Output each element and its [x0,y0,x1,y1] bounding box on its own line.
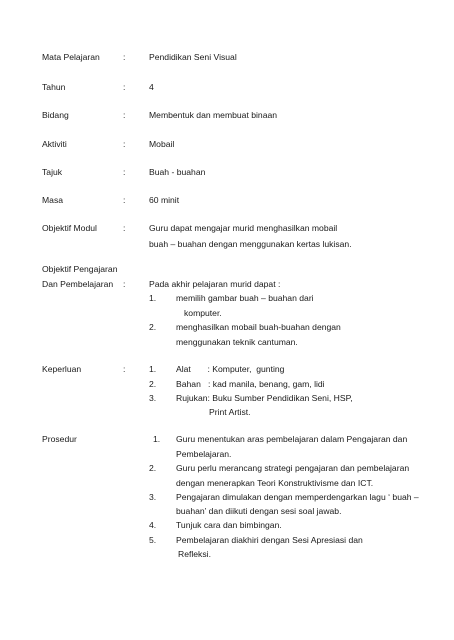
activity-value: Mobail [149,139,175,149]
list-item-text: buahan’ dan diikuti dengan sesi soal jawab. [176,506,342,516]
list-item-text: Rujukan: Buku Sumber Pendidikan Seni, HSP, [176,393,353,403]
duration-colon: : [123,195,126,205]
module-objective-line: buah – buahan dengan menggunakan kertas lukisan. [149,239,352,249]
list-number: 3. [149,393,157,403]
learning-objective-label: Dan Pembelajaran [42,279,114,289]
list-item-text: Guru menentukan aras pembelajaran dalam Pengajaran dan [176,434,408,444]
list-number: 4. [149,520,157,530]
list-item-text: Tunjuk cara dan bimbingan. [176,520,282,530]
procedure-label: Prosedur [42,434,77,444]
activity-colon: : [123,139,126,149]
module-objective-line: Guru dapat mengajar murid menghasilkan mobail [149,223,338,233]
field-colon: : [123,110,126,120]
list-item-text: memilih gambar buah – buahan dari [176,293,314,303]
learning-objective-colon: : [123,279,126,289]
list-item-text: Print Artist. [209,407,251,417]
list-number: 1. [153,434,161,444]
subject-value: Pendidikan Seni Visual [149,52,237,62]
subject-label: Mata Pelajaran [42,52,100,62]
list-item-text: Alat : Komputer, gunting [176,364,285,374]
subject-colon: : [123,52,126,62]
list-number: 1. [149,364,157,374]
list-item-text: Guru perlu merancang strategi pengajaran dan pembelajaran [176,463,410,473]
topic-label: Tajuk [42,167,63,177]
list-item-text: Pembelajaran. [176,449,232,459]
learning-objective-intro: Pada akhir pelajaran murid dapat : [149,279,281,289]
module-objective-label: Objektif Modul [42,223,97,233]
list-item-text: menggunakan teknik cantuman. [176,337,298,347]
list-item-text: Pengajaran dimulakan dengan memperdengarkan lagu ‘ buah – [176,492,419,502]
duration-label: Masa [42,195,64,205]
list-item-text: Pembelajaran diakhiri dengan Sesi Apresiasi dan [176,535,363,545]
topic-value: Buah - buahan [149,167,206,177]
topic-colon: : [123,167,126,177]
list-number: 2. [149,379,157,389]
list-item-text: Refleksi. [178,549,211,559]
year-colon: : [123,82,126,92]
list-number: 2. [149,463,157,473]
list-number: 5. [149,535,157,545]
learning-objective-label: Objektif Pengajaran [42,264,118,274]
list-item-text: Bahan : kad manila, benang, gam, lidi [176,379,325,389]
list-number: 2. [149,322,157,332]
field-value: Membentuk dan membuat binaan [149,110,278,120]
requirements-colon: : [123,364,126,374]
field-label: Bidang [42,110,69,120]
duration-value: 60 minit [149,195,180,205]
list-item-text: dengan menerapkan Teori Konstruktivisme dan ICT. [176,478,374,488]
requirements-label: Keperluan [42,364,82,374]
activity-label: Aktiviti [42,139,67,149]
list-item-text: menghasilkan mobail buah-buahan dengan [176,322,341,332]
year-value: 4 [149,82,154,92]
list-number: 1. [149,293,157,303]
list-number: 3. [149,492,157,502]
module-objective-colon: : [123,223,126,233]
list-item-text: komputer. [184,308,222,318]
year-label: Tahun [42,82,66,92]
